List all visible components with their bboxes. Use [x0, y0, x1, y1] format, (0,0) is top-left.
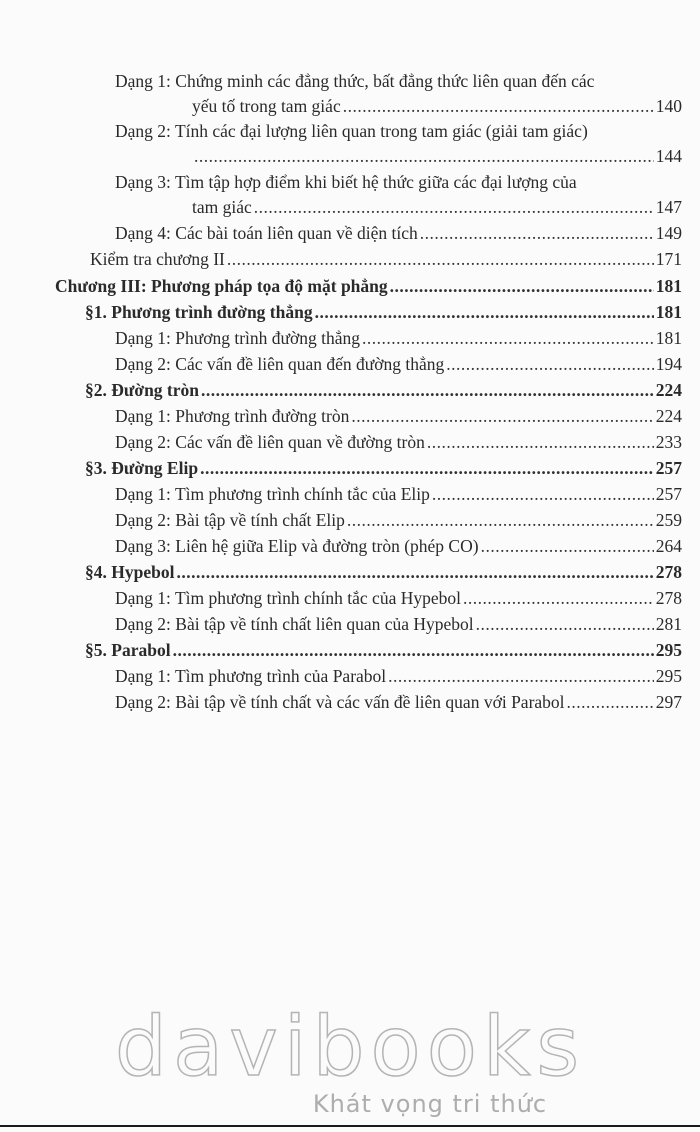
toc-entry-title: Dạng 1: Phương trình đường tròn	[115, 406, 350, 426]
watermark-slogan: Khát vọng tri thức	[312, 1090, 548, 1118]
toc-entry-page: 257	[655, 484, 682, 504]
toc-entry	[115, 509, 682, 531]
toc-leader	[463, 587, 654, 609]
toc-chapter	[55, 275, 682, 297]
toc-entry-title: §5. Parabol	[85, 640, 171, 660]
toc-entry	[115, 431, 682, 453]
toc-leader	[194, 145, 654, 167]
toc-leader	[420, 222, 654, 244]
toc-leader	[432, 483, 654, 505]
toc-entry-page: 295	[655, 666, 682, 686]
toc-entry-title: Dạng 1: Phương trình đường thẳng	[115, 328, 361, 348]
toc-leader	[173, 639, 654, 661]
toc-entry-page: 259	[655, 510, 682, 530]
toc-leader	[201, 379, 654, 401]
toc-section	[85, 301, 682, 323]
toc-entry	[115, 222, 682, 244]
toc-entry	[115, 327, 682, 349]
toc-leader	[176, 561, 653, 583]
toc-entry-title: yếu tố trong tam giác	[192, 96, 341, 116]
toc-entry-page: 278	[655, 588, 682, 608]
toc-entry	[115, 405, 682, 427]
toc-leader	[347, 509, 654, 531]
toc-entry-title: §1. Phương trình đường thẳng	[85, 302, 313, 322]
toc-entry	[192, 145, 682, 167]
toc-section	[85, 561, 682, 583]
toc-entry-line1: Dạng 2: Tính các đại lượng liên quan trong tam giác (giải tam giác)	[115, 121, 588, 141]
toc-entry-page: 257	[655, 458, 682, 478]
toc-entry	[115, 535, 682, 557]
toc-section	[85, 457, 682, 479]
toc-entry-page: 144	[655, 146, 682, 166]
toc-entry-page: 224	[655, 380, 682, 400]
toc-entry-page: 224	[655, 406, 682, 426]
toc-entry-title: Dạng 1: Tìm phương trình chính tắc của Hypebol	[115, 588, 461, 608]
toc-entry	[192, 196, 682, 218]
toc-entry-title: Dạng 2: Các vấn đề liên quan đến đường thẳng	[115, 354, 445, 374]
toc-entry-title: Dạng 2: Bài tập về tính chất liên quan của Hypebol	[115, 614, 474, 634]
toc-entry-title: Dạng 2: Các vấn đề liên quan về đường tròn	[115, 432, 425, 452]
toc-entry	[90, 248, 682, 270]
toc-leader	[446, 353, 653, 375]
toc-entry-line1: Dạng 1: Chứng minh các đẳng thức, bất đẳng thức liên quan đến các	[115, 71, 595, 91]
toc-entry-title: tam giác	[192, 197, 252, 217]
toc-entry-line1: Dạng 3: Tìm tập hợp điểm khi biết hệ thức giữa các đại lượng của	[115, 172, 577, 192]
toc-entry-page: 297	[655, 692, 682, 712]
toc-entry	[192, 95, 682, 117]
toc-leader	[227, 248, 654, 270]
toc-leader	[362, 327, 654, 349]
toc-leader	[481, 535, 654, 557]
toc-entry	[115, 587, 682, 609]
toc-entry-title: §3. Đường Elip	[85, 458, 199, 478]
toc-entry-page: 281	[655, 614, 682, 634]
toc-entry-page: 181	[655, 276, 682, 296]
toc-entry	[115, 613, 682, 635]
toc-entry-page: 171	[655, 249, 682, 269]
toc-leader	[200, 457, 654, 479]
toc-entry-page: 264	[655, 536, 682, 556]
toc-entry-title: Chương III: Phương pháp tọa độ mặt phẳng	[55, 276, 388, 296]
toc-entry-title: §2. Đường tròn	[85, 380, 200, 400]
toc-entry-title: Dạng 2: Bài tập về tính chất Elip	[115, 510, 345, 530]
toc-entry-page: 181	[655, 328, 682, 348]
toc-leader	[390, 275, 654, 297]
toc-entry-page: 147	[655, 197, 682, 217]
toc-leader	[315, 301, 654, 323]
toc-entry-page: 149	[655, 223, 682, 243]
watermark-brand: davibooks	[114, 1000, 586, 1095]
toc-entry-title: Dạng 3: Liên hệ giữa Elip và đường tròn (phép CO)	[115, 536, 479, 556]
toc-leader	[388, 665, 654, 687]
toc-entry-page: 194	[655, 354, 682, 374]
toc-entry-page: 278	[655, 562, 682, 582]
toc-entry-page: 140	[655, 96, 682, 116]
toc-leader	[476, 613, 654, 635]
page-bottom-rule	[0, 1125, 700, 1127]
toc-entry-title: Dạng 1: Tìm phương trình chính tắc của Elip	[115, 484, 430, 504]
toc-entry-page: 181	[655, 302, 682, 322]
toc-entry	[115, 353, 682, 375]
toc-entry-title: Kiểm tra chương II	[90, 249, 225, 269]
toc-leader	[351, 405, 653, 427]
toc-leader	[254, 196, 654, 218]
toc-entry	[115, 483, 682, 505]
toc-leader	[343, 95, 654, 117]
toc-entry-title: Dạng 1: Tìm phương trình của Parabol	[115, 666, 387, 686]
toc-entry	[115, 665, 682, 687]
toc-entry-page: 295	[655, 640, 682, 660]
toc-entry-title: §4. Hypebol	[85, 562, 175, 582]
toc-section	[85, 639, 682, 661]
toc-leader	[427, 431, 654, 453]
toc-entry-title: Dạng 2: Bài tập về tính chất và các vấn đề liên quan với Parabol	[115, 692, 565, 712]
toc-section	[85, 379, 682, 401]
toc-entry-title: Dạng 4: Các bài toán liên quan về diện tích	[115, 223, 418, 243]
toc-entry	[115, 691, 682, 713]
toc-entry-page: 233	[655, 432, 682, 452]
toc-leader	[567, 691, 654, 713]
